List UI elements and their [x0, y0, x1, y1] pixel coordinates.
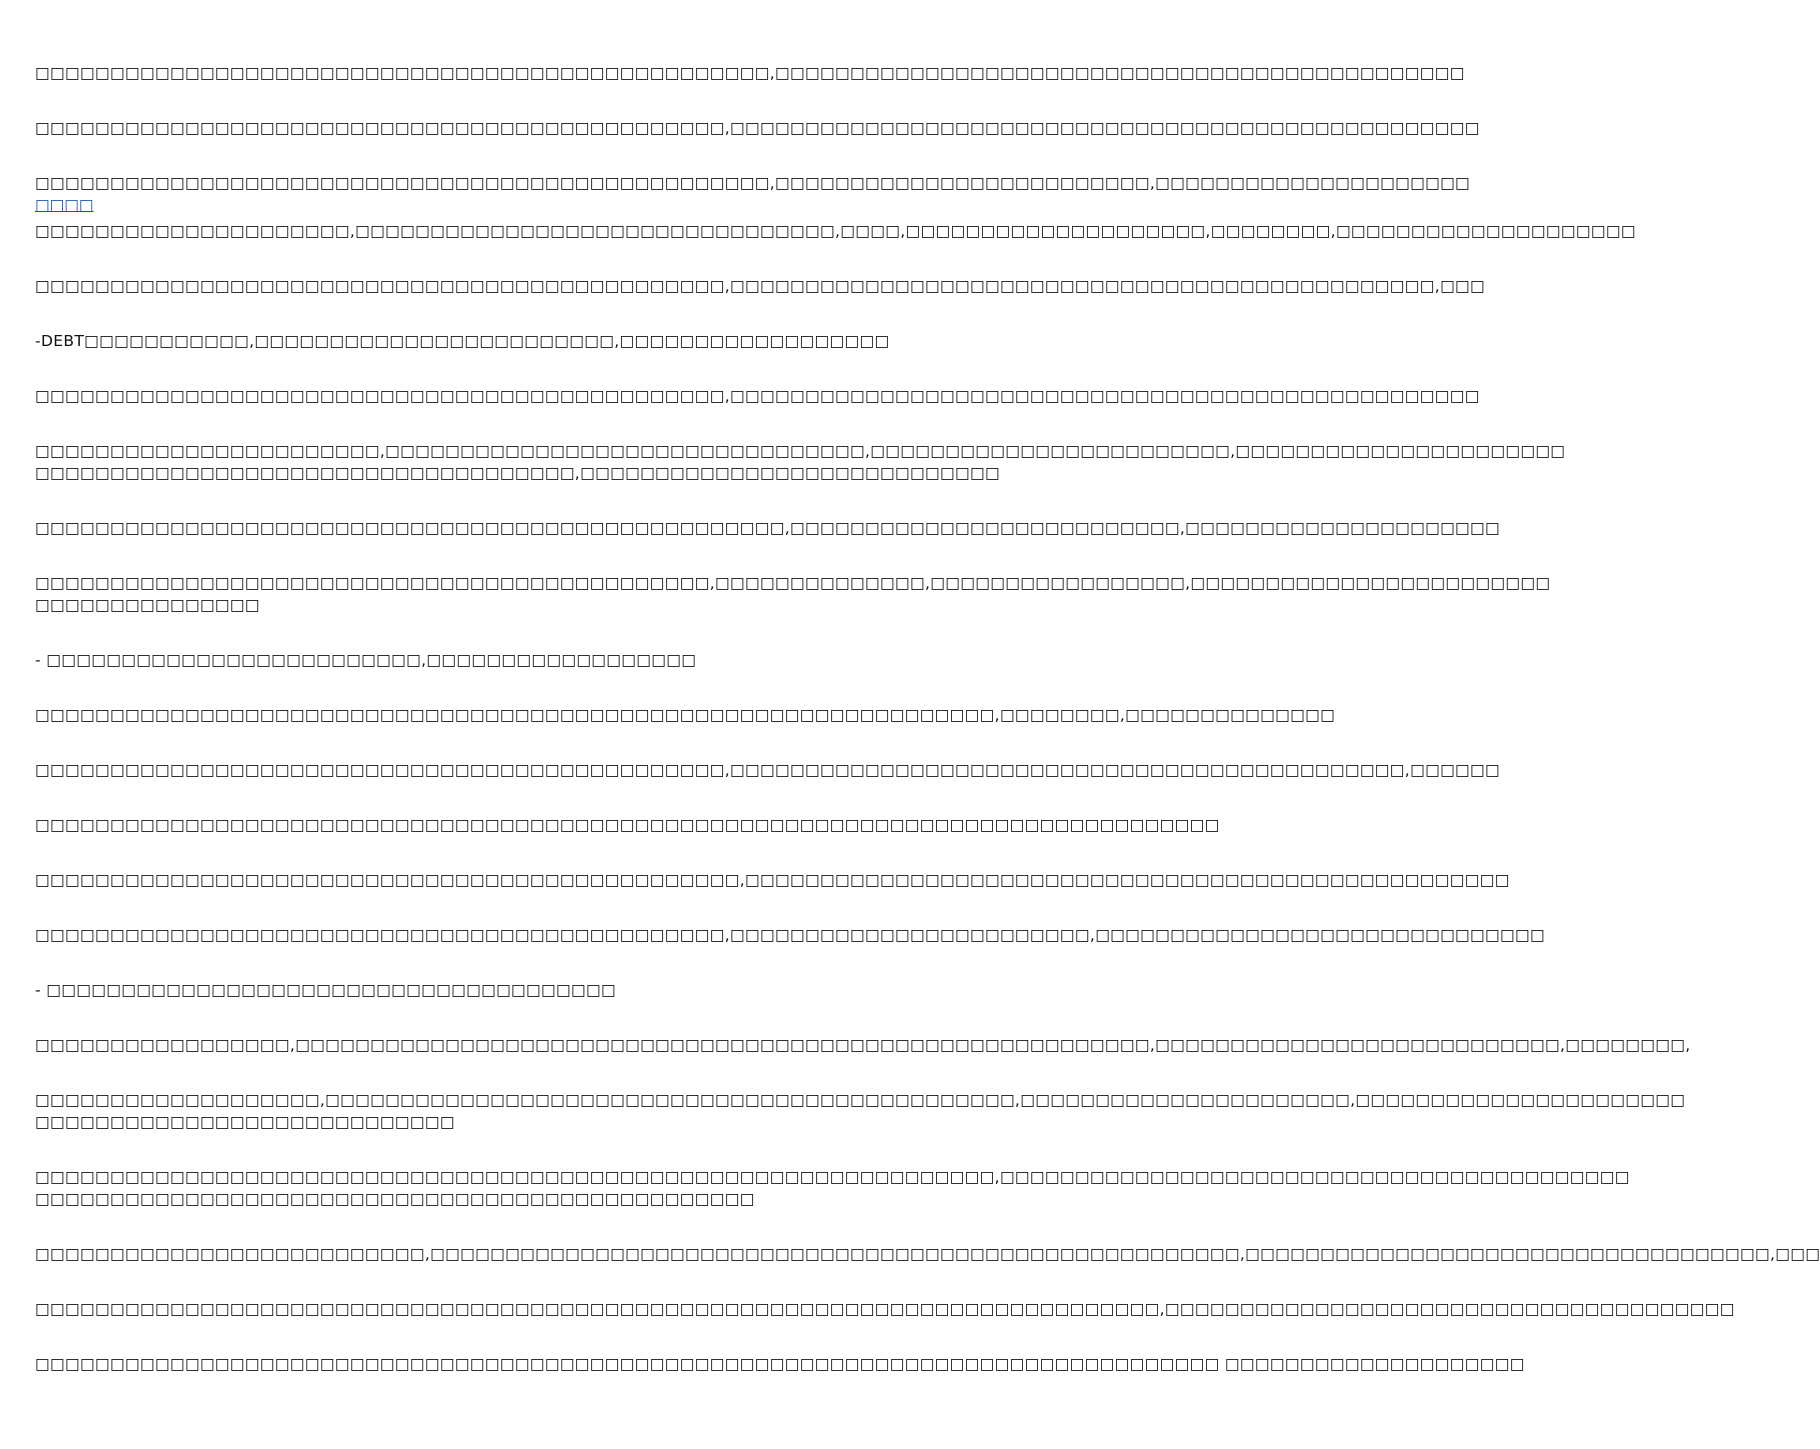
- paragraph: [35, 1243, 1820, 1265]
- paragraph-line: □□□□□□□□□□□□□□□□□□□□□□□□□□□□□□□□□□□□□□□□□□□□□□□□: [35, 1190, 755, 1208]
- paragraph: [35, 172, 1471, 194]
- paragraph: [35, 220, 1636, 242]
- paragraph: [35, 869, 1510, 891]
- paragraph-line: □□□□□□□□□□□□□□□□□□□,□□□□□□□□□□□□□□□□□□□□□□□□□□□□□□□□□□□□□□□□□□□□□□,□□□□□□□□□□□□□□□□□□□□□□,□□□□□□□□□□□□□□□□□□□□□□: [35, 1091, 1686, 1109]
- paragraph-line: □□□□□□□□□□□□□□□□□□□□□□□□□□□□□□□□□□□□□□□□□□□□□□□□□,□□□□□□□□□□□□□□□□□□□□□□□□□,□□□□□□□□□□□□□□□□□□□□□: [35, 174, 1471, 192]
- paragraph-line: □□□□□□□□□□□□□□□□□□□□□□□□□□□□□□□□□□□□□□□□□□□□□□□□□□□□□□□□□□□□□□□□□□□□□□□□□□□,□□□□□□□□□□□□□□□□□□□□□□□□□□□□□□□□□□□□□□: [35, 1300, 1735, 1318]
- paragraph: [35, 440, 1566, 484]
- paragraph: [35, 62, 1465, 84]
- paragraph-line: □□□□□□□□□□□□□□□□□□□□□□□□□□□□□□□□□□□□□□□□□□□□□□,□□□□□□□□□□□□□□□□□□□□□□□□,□□□□□□□□□□□□□□□□□□□□□□□□□□□□□□: [35, 926, 1546, 944]
- paragraph-line: □□□□□□□□□□□□□□□□□□□□□□□□□□□□□□□□□□□□□□□□□□□□□□□□□,□□□□□□□□□□□□□□□□□□□□□□□□□□□□□□□□□□□□□□□□□□□□□□: [35, 64, 1465, 82]
- paragraph-line: □□□□□□□□□□□□□□□□□□□□□□□□□□□□□□□□□□□□□□□□□□□□□□□□□□□□□□□□□□□□□□□□□□□□□□□□□□□□□□□ □□□□□□□□□□□□□□□□□□□□: [35, 1355, 1525, 1373]
- paragraph-line: □□□□□□□□□□□□□□□□□□□□□□□,□□□□□□□□□□□□□□□□□□□□□□□□□□□□□□□□,□□□□□□□□□□□□□□□□□□□□□□□□,□□□□□□□□□□□□□□□□□□□□□□: [35, 442, 1566, 460]
- paragraph-line: □□□□□□□□□□□□□□□□□□□□□□□□□□,□□□□□□□□□□□□□□□□□□□□□□□□□□□□□□□□□□□□□□□□□□□□□□□□□□□□□□,□□□□□□□□□□□□□□□□□□□□□□□□□□□□□□□□□□□,□□□: [35, 1245, 1820, 1263]
- paragraph-line: □□□□□□□□□□□□□□□□□□□□□□□□□□□□□□□□□□□□□□□□□□□□□□,□□□□□□□□□□□□□□□□□□□□□□□□□□□□□□□□□□□□□□□□□□□□□□□□□□: [35, 387, 1480, 405]
- paragraph-line: □□□□□□□□□□□□□□□□□□□□□□□□□□□□□□□□□□□□□□□□□□□□□□□□□□□□□□□□□□□□□□□□□□□□□□□□□□□□□□□: [35, 816, 1220, 834]
- paragraph: [35, 979, 990, 1001]
- paragraph: [35, 385, 1480, 407]
- paragraph: [35, 814, 1220, 836]
- paragraph: [35, 517, 1501, 539]
- paragraph: [35, 704, 1336, 726]
- paragraph-line: □□□□□□□□□□□□□□□□□□□□□□□□□□□□□□□□□□□□□□□□□□□□□□,□□□□□□□□□□□□□□□□□□□□□□□□□□□□□□□□□□□□□□□□□□□□□□□,□□□: [35, 277, 1486, 295]
- inline-link[interactable]: □□□□: [35, 196, 94, 214]
- paragraph: [35, 649, 990, 671]
- paragraph-line: □□□□□□□□□□□□□□□□□□□□□□□□□□□□□□□□□□□□□□□□□□□□□□,□□□□□□□□□□□□□□□□□□□□□□□□□□□□□□□□□□□□□□□□□□□□□,□□□□□□: [35, 761, 1501, 779]
- paragraph-line: □□□□□□□□□□□□□□□□□□□□□□□□□□□□: [35, 1113, 455, 1131]
- paragraph: [35, 924, 1546, 946]
- paragraph: [35, 330, 990, 352]
- paragraph-line: □□□□□□□□□□□□□□□: [35, 596, 260, 614]
- paragraph-line: □□□□□□□□□□□□□□□□□□□□□□□□□□□□□□□□□□□□□□□□□□□□□□□□□□□□□□□□□□□□□□□□,□□□□□□□□□□□□□□□□□□□□□□□□□□□□□□□□□□□□□□□□□□: [35, 1168, 1630, 1186]
- paragraph: [35, 1089, 1686, 1133]
- paragraph-line: □□□□□□□□□□□□□□□□□□□□□□□□□□□□□□□□□□□□□□□□□□□□□,□□□□□□□□□□□□□□,□□□□□□□□□□□□□□□□□,□□□□□□□□□□□□□□□□□□□□□□□□: [35, 574, 1551, 592]
- paragraph-line: □□□□□□□□□□□□□□□□□□□□□□□□□□□□□□□□□□□□□□□□□□□□□□,□□□□□□□□□□□□□□□□□□□□□□□□□□□□□□□□□□□□□□□□□□□□□□□□□□: [35, 119, 1480, 137]
- paragraph-line: □□□□□□□□□□□□□□□□□□□□□□□□□□□□□□□□□□□□□□□□□□□□□□□□□□□□□□□□□□□□□□□□,□□□□□□□□,□□□□□□□□□□□□□□: [35, 706, 1336, 724]
- paragraph: [35, 759, 1501, 781]
- paragraph: [35, 117, 1480, 139]
- paragraph-line: □□□□□□□□□□□□□□□□□□□□□,□□□□□□□□□□□□□□□□□□□□□□□□□□□□□□□□,□□□□,□□□□□□□□□□□□□□□□□□□□,□□□□□□□□,□□□□□□□□□□□□□□□□□□□□: [35, 222, 1636, 240]
- paragraph: [35, 275, 1486, 297]
- paragraph-line: □□□□□□□□□□□□□□□□□□□□□□□□□□□□□□□□□□□□,□□□□□□□□□□□□□□□□□□□□□□□□□□□□: [35, 464, 1000, 482]
- paragraph: [35, 1034, 1691, 1056]
- paragraph-line: - □□□□□□□□□□□□□□□□□□□□□□□□□,□□□□□□□□□□□□□□□□□□: [35, 651, 697, 669]
- paragraph: [35, 572, 1551, 616]
- paragraph-line: □□□□□□□□□□□□□□□□□□□□□□□□□□□□□□□□□□□□□□□□□□□□□□□,□□□□□□□□□□□□□□□□□□□□□□□□□□□□□□□□□□□□□□□□□□□□□□□□□□□: [35, 871, 1510, 889]
- paragraph: [35, 1353, 1525, 1375]
- document-body: [35, 62, 1820, 1375]
- paragraph-line: -DEBT□□□□□□□□□□□,□□□□□□□□□□□□□□□□□□□□□□□□,□□□□□□□□□□□□□□□□□□: [35, 332, 890, 350]
- paragraph-line: □□□□□□□□□□□□□□□□□,□□□□□□□□□□□□□□□□□□□□□□□□□□□□□□□□□□□□□□□□□□□□□□□□□□□□□□□□□,□□□□□□□□□□□□□□□□□□□□□□□□□□□,□□□□□□□□,: [35, 1036, 1691, 1054]
- paragraph-line: □□□□□□□□□□□□□□□□□□□□□□□□□□□□□□□□□□□□□□□□□□□□□□□□□□,□□□□□□□□□□□□□□□□□□□□□□□□□□,□□□□□□□□□□□□□□□□□□□□□: [35, 519, 1501, 537]
- paragraph: [35, 1166, 1630, 1210]
- paragraph-line: - □□□□□□□□□□□□□□□□□□□□□□□□□□□□□□□□□□□□□□: [35, 981, 617, 999]
- paragraph: [35, 1298, 1735, 1320]
